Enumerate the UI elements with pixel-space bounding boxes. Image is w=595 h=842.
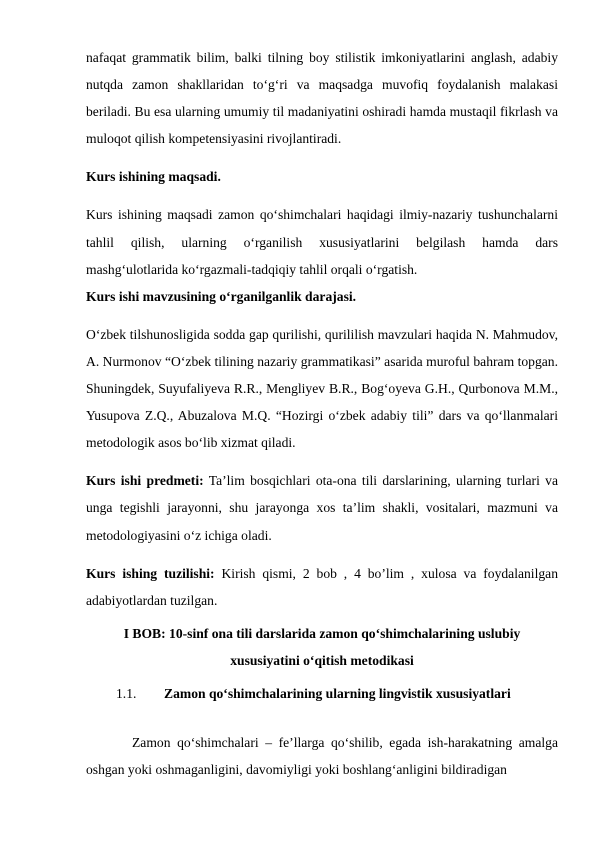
document-page: [86, 44, 558, 783]
subject-label: Kurs ishi predmeti:: [86, 473, 204, 489]
study-heading: Kurs ishi mavzusining o‘rganilganlik darajasi.: [86, 288, 357, 304]
study-paragraph: O‘zbek tilshunosligida sodda gap qurilishi, qurililish mavzulari haqida N. Mahmudov, A. Nurmonov “O‘zbek tilining nazariy grammatikasi” asarida muroful bahram topgan. Shuningdek, Suyufaliyeva R.R., Mengliyev B.R., Bog‘oyeva G.H., Qurbonova M.M., Yusupova Z.Q., Abuzalova M.Q. “Hozirgi o‘zbek adabiy tili” dars va qo‘llanmalari metodologik asos bo‘lib xizmat qiladi.: [86, 326, 558, 451]
goal-heading: Kurs ishining maqsadi.: [86, 169, 221, 185]
section-title: Zamon qo‘shimchalarining ularning lingvistik xususiyatlari: [164, 685, 511, 701]
structure-paragraph: [86, 560, 558, 614]
chapter-title-line1: I BOB: 10-sinf ona tili darslarida zamon qo‘shimchalarining uslubiy: [123, 625, 521, 641]
section-number: 1.1.: [116, 685, 137, 701]
goal-paragraph: Kurs ishining maqsadi zamon qo‘shimchalari haqidagi ilmiy-nazariy tushunchalarni tahlil qilish, ularning o‘rganilish xususiyatlarini belgilash hamda dars mashg‘ulotlarida ko‘rgazmali-tadqiqiy tahlil orqali o‘rgatish.: [86, 207, 558, 277]
chapter-title-line2: xususiyatini o‘qitish metodikasi: [230, 652, 414, 668]
structure-text: Kirish qismi, 2 bob , 4 bo’lim , xulosa va foydalanilgan adabiyotlardan tuzilgan.: [86, 565, 558, 608]
subject-text: Ta’lim bosqichlari ota-ona tili darslarining, ularning turlari va unga tegishli jarayonni, shu jarayonga xos ta’lim shakli, vositalari, mazmuni va metodologiyasini o‘z ichiga oladi.: [86, 473, 558, 543]
subject-paragraph: [86, 467, 558, 548]
section-paragraph: Zamon qo‘shimchalari – fe’llarga qo‘shilib, egada ish-harakatning amalga oshgan yoki oshmaganligini, davomiyligi yoki boshlang‘anligini bildiradigan: [86, 734, 558, 778]
structure-label: Kurs ishing tuzilishi:: [86, 565, 215, 581]
section-heading: [86, 680, 558, 707]
intro-paragraph: nafaqat grammatik bilim, balki tilning boy stilistik imkoniyatlarini anglash, adabiy nutqda zamon shakllaridan to‘g‘ri va maqsadga muvofiq foydalanish malakasi beriladi. Bu esa ularning umumiy til madaniyatini oshiradi hamda mustaqil fikrlash va muloqot qilish kompetensiyasini rivojlantiradi.: [86, 50, 558, 147]
